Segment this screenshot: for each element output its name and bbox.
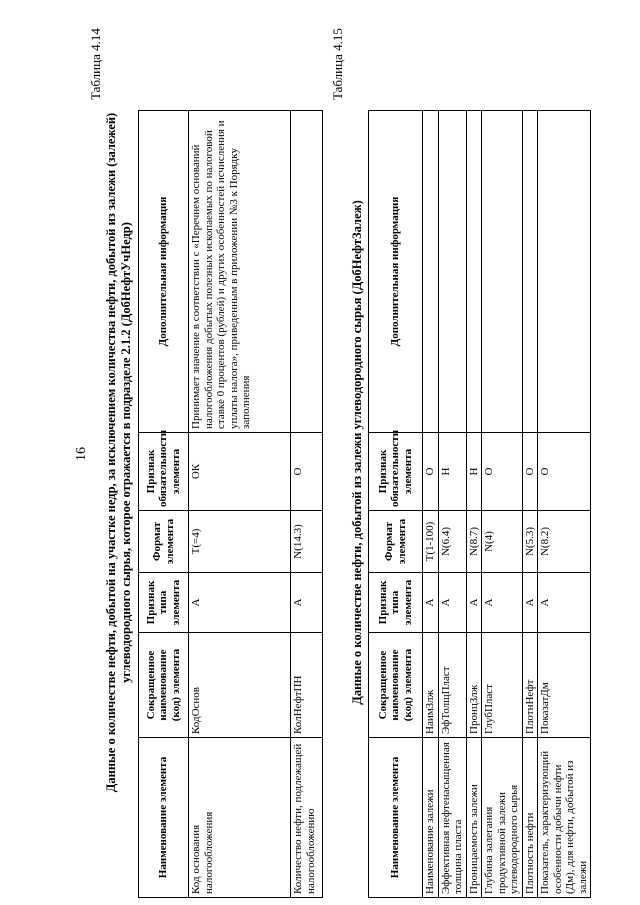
table-cell: N(6.4) [438,511,466,573]
table-row [522,111,538,898]
table-cell [291,111,323,433]
table-cell: Код основания налогообложения [189,738,291,898]
table-row [189,111,291,898]
table-header-cell: Наименование элемента [369,738,423,898]
table-4-14-title [104,0,134,905]
table-cell: ПронцЗлж [466,633,482,738]
table-cell: О [291,433,323,511]
table-cell: А [522,573,538,633]
table-cell: О [538,433,591,511]
table-header-cell: Дополнительная информация [139,111,189,433]
table-cell: О [423,433,439,511]
table-cell: ГлубПласт [482,633,523,738]
table-row [423,111,439,898]
table-4-14-title-line2: углеводородного сырья, которое отражается в подразделе 2.1.2 (ДобНефтУчНедр) [119,222,133,683]
table-cell: А [291,573,323,633]
table-row [291,111,323,898]
table-cell: КодОснов [189,633,291,738]
table-header-cell: Формат элемента [369,511,423,573]
table-cell: N(8.7) [466,511,482,573]
table-cell: Количество нефти, подлежащей налогообложению [291,738,323,898]
table-cell [423,111,439,433]
table-cell: О [482,433,523,511]
table-cell: Наименование залежи [423,738,439,898]
table-cell [522,111,538,433]
table-cell: ЭфТолщПласт [438,633,466,738]
table-4-14-title-line1: Данные о количестве нефти, добытой на участке недр, за исключением количества нефти, добытой из залежи (залежей) [104,112,118,793]
table-cell: ОК [189,433,291,511]
table-cell [482,111,523,433]
table-cell: N(14.3) [291,511,323,573]
table-4-15 [368,110,591,898]
table-cell: Н [438,433,466,511]
table-cell: Эффективная нефтенасыщенная толщина пласта [438,738,466,898]
table-cell: Н [466,433,482,511]
table-cell: ПлотнНефт [522,633,538,738]
table-cell: О [522,433,538,511]
table-header-cell: Признак типа элемента [139,573,189,633]
table-cell: T(1-100) [423,511,439,573]
table-cell: А [438,573,466,633]
table-4-14-label: Таблица 4.14 [88,28,103,100]
table-4-14 [138,110,323,898]
table-4-15-title: Данные о количестве нефти, добытой из залежи углеводородного сырья (ДобНефтЗалеж) [350,200,364,705]
table-cell: А [466,573,482,633]
table-cell [438,111,466,433]
table-header-cell: Дополнительная информация [369,111,423,433]
table-cell: Проницаемость залежи [466,738,482,898]
table-cell: N(4) [482,511,523,573]
table-cell: Плотность нефти [522,738,538,898]
table-cell: N(5.3) [522,511,538,573]
table-cell: А [423,573,439,633]
table-row [438,111,466,898]
table-cell [538,111,591,433]
table-cell: А [482,573,523,633]
table-header-cell: Наименование элемента [139,738,189,898]
table-row [482,111,523,898]
table-row [466,111,482,898]
table-cell: НаимЗлж [423,633,439,738]
table-cell: T(=4) [189,511,291,573]
table-cell: Принимает значение в соответствии с «Перечнем оснований налогообложения добытых полезных ископаемых по налоговой ставке 0 процентов (рублей) и других особенностей исчисления и уплаты налога», приведенным в приложении №3 к Порядку заполнения [189,111,291,433]
page-number: 16 [74,447,89,461]
table-cell: Показатель, характеризующий особенности добычи нефти (Дм), для нефти, добытой из залежи [538,738,591,898]
table-cell: Глубина залегания продуктивной залежи углеводородного сырья [482,738,523,898]
table-header-cell: Признак типа элемента [369,573,423,633]
table-header-cell: Признак обязательности элемента [369,433,423,511]
table-cell: А [538,573,591,633]
table-cell: N(8.2) [538,511,591,573]
table-header-cell: Сокращенное наименование (код) элемента [139,633,189,738]
table-4-15-label: Таблица 4.15 [330,28,345,100]
table-header-cell: Формат элемента [139,511,189,573]
table-cell: КолНефтПН [291,633,323,738]
table-cell [466,111,482,433]
table-cell: А [189,573,291,633]
table-cell: ПоказатДм [538,633,591,738]
table-header-cell: Сокращенное наименование (код) элемента [369,633,423,738]
table-row [538,111,591,898]
table-header-cell: Признак обязательности элемента [139,433,189,511]
